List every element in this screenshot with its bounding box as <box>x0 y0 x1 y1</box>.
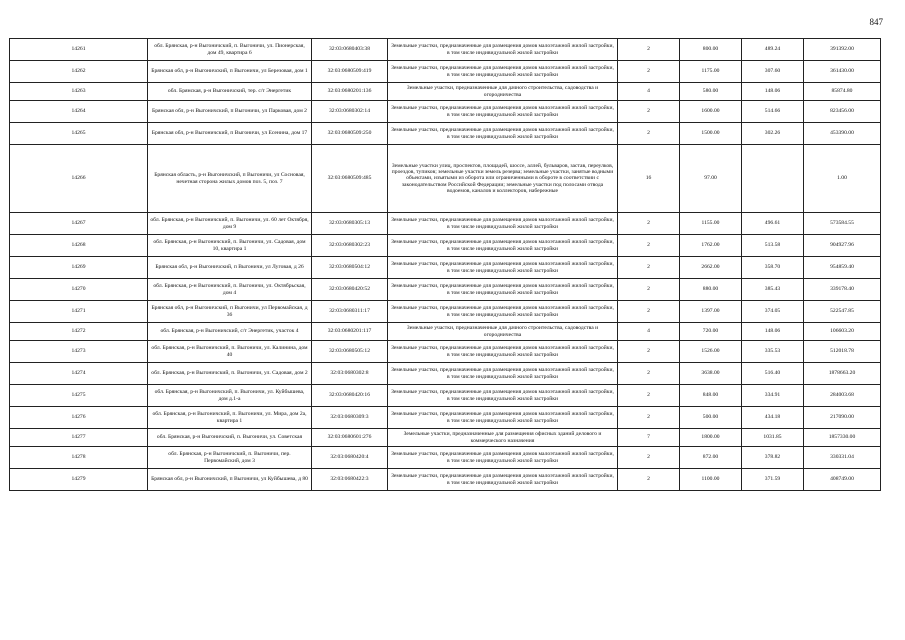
use-group-cell: 2 <box>618 39 680 61</box>
land-use-cell: Земельные участки, предназначенные для дачного строительства, садоводства и огородничества <box>388 323 618 341</box>
specific-value-cell: 307.60 <box>742 61 804 83</box>
record-number-cell: 14267 <box>10 213 148 235</box>
address-cell: обл. Брянская, р-н Выгоничский, п. Выгоничи, ул. Калинина, дом 40 <box>148 341 312 363</box>
cadastral-number-cell: 32:03:0680509:485 <box>312 145 388 213</box>
cadastral-number-cell: 32:03:0680509:250 <box>312 123 388 145</box>
table-row <box>10 213 881 235</box>
record-number-cell: 14270 <box>10 279 148 301</box>
specific-value-cell: 148.06 <box>742 323 804 341</box>
use-group-cell: 2 <box>618 469 680 491</box>
cadastral-number-cell: 32:03:0680420:52 <box>312 279 388 301</box>
record-number-cell: 14261 <box>10 39 148 61</box>
table-row <box>10 83 881 101</box>
area-cell: 97.00 <box>680 145 742 213</box>
record-number-cell: 14279 <box>10 469 148 491</box>
cadastral-value-cell: 217090.00 <box>804 407 881 429</box>
specific-value-cell: 371.59 <box>742 469 804 491</box>
use-group-cell: 2 <box>618 101 680 123</box>
cadastral-number-cell: 32:03:0680505:12 <box>312 341 388 363</box>
record-number-cell: 14275 <box>10 385 148 407</box>
area-cell: 1175.00 <box>680 61 742 83</box>
cadastral-value-cell: 453390.00 <box>804 123 881 145</box>
area-cell: 720.00 <box>680 323 742 341</box>
specific-value-cell: 358.70 <box>742 257 804 279</box>
cadastral-value-cell: 361430.00 <box>804 61 881 83</box>
record-number-cell: 14266 <box>10 145 148 213</box>
cadastral-number-cell: 32:03:0680422:3 <box>312 469 388 491</box>
cadastral-number-cell: 32:03:0680509:419 <box>312 61 388 83</box>
table-row <box>10 279 881 301</box>
specific-value-cell: 378.82 <box>742 447 804 469</box>
address-cell: Брянская обл, р-н Выгоничский, п Выгоничи, ул Первомайская, д 36 <box>148 301 312 323</box>
table-row <box>10 429 881 447</box>
record-number-cell: 14272 <box>10 323 148 341</box>
record-number-cell: 14264 <box>10 101 148 123</box>
address-cell: обл. Брянская, р-н Выгоничский, п. Выгоничи, ул. Садовая, дом 10, квартира 1 <box>148 235 312 257</box>
use-group-cell: 2 <box>618 363 680 385</box>
table-row <box>10 447 881 469</box>
area-cell: 1155.00 <box>680 213 742 235</box>
table-row <box>10 341 881 363</box>
cadastral-number-cell: 32:03:0680302:23 <box>312 235 388 257</box>
table-row <box>10 363 881 385</box>
table-row <box>10 235 881 257</box>
address-cell: обл. Брянская, р-н Выгоничский, с/т Энергетик, участок 4 <box>148 323 312 341</box>
use-group-cell: 16 <box>618 145 680 213</box>
land-use-cell: Земельные участки, предназначенные для дачного строительства, садоводства и огородничества <box>388 83 618 101</box>
address-cell: обл. Брянская, р-н Выгоничский, п. Выгоничи, ул. Садовая, дом 2 <box>148 363 312 385</box>
address-cell: Брянская обл, р-н Выгоничский, п Выгоничи, ул Парковая, дом 2 <box>148 101 312 123</box>
land-use-cell: Земельные участки, предназначенные для размещения домов малоэтажной жилой застройки, в том числе индивидуальной жилой застройки <box>388 101 618 123</box>
land-use-cell: Земельные участки, предназначенные для размещения домов малоэтажной жилой застройки, в том числе индивидуальной жилой застройки <box>388 301 618 323</box>
cadastral-value-cell: 339178.40 <box>804 279 881 301</box>
cadastral-number-cell: 32:03:0680504:12 <box>312 257 388 279</box>
record-number-cell: 14268 <box>10 235 148 257</box>
cadastral-value-cell: 954859.40 <box>804 257 881 279</box>
specific-value-cell: 374.05 <box>742 301 804 323</box>
address-cell: обл. Брянская, р-н Выгоничский, тер. с/т Энергетик <box>148 83 312 101</box>
land-use-cell: Земельные участки, предназначенные для размещения офисных зданий делового и коммерческого назначения <box>388 429 618 447</box>
specific-value-cell: 1031.85 <box>742 429 804 447</box>
land-use-cell: Земельные участки, предназначенные для размещения домов малоэтажной жилой застройки, в том числе индивидуальной жилой застройки <box>388 257 618 279</box>
area-cell: 1526.00 <box>680 341 742 363</box>
address-cell: обл. Брянская, р-н Выгоничский, п. Выгоничи, пер. Первомайский, дом 3 <box>148 447 312 469</box>
record-number-cell: 14265 <box>10 123 148 145</box>
land-use-cell: Земельные участки, предназначенные для размещения домов малоэтажной жилой застройки, в том числе индивидуальной жилой застройки <box>388 469 618 491</box>
use-group-cell: 4 <box>618 83 680 101</box>
address-cell: Брянская обл, р-н Выгоничский, п Выгоничи, ул Березовая, дом 1 <box>148 61 312 83</box>
specific-value-cell: 489.24 <box>742 39 804 61</box>
area-cell: 1800.00 <box>680 429 742 447</box>
use-group-cell: 7 <box>618 429 680 447</box>
area-cell: 500.00 <box>680 407 742 429</box>
use-group-cell: 4 <box>618 323 680 341</box>
record-number-cell: 14271 <box>10 301 148 323</box>
land-use-cell: Земельные участки улиц, проспектов, площадей, шоссе, аллей, бульваров, застав, переулков, проездов, тупиков; земельные участки земель резерва; земельные участки, занятые водными объектами, изъятыми из оборота или ограниченными в обороте в соответствии с законодательством Российской Федерации; земельные участки под полосами отвода водоемов, каналов и коллекторов, набережные <box>388 145 618 213</box>
record-number-cell: 14274 <box>10 363 148 385</box>
cadastral-value-cell: 823456.00 <box>804 101 881 123</box>
record-number-cell: 14276 <box>10 407 148 429</box>
land-use-cell: Земельные участки, предназначенные для размещения домов малоэтажной жилой застройки, в том числе индивидуальной жилой застройки <box>388 407 618 429</box>
area-cell: 1600.00 <box>680 101 742 123</box>
specific-value-cell: 514.66 <box>742 101 804 123</box>
record-number-cell: 14263 <box>10 83 148 101</box>
record-number-cell: 14277 <box>10 429 148 447</box>
address-cell: обл. Брянская, р-н Выгоничский, п. Выгоничи, ул. Октябрьская, дом 4 <box>148 279 312 301</box>
table-row <box>10 323 881 341</box>
specific-value-cell: 148.06 <box>742 83 804 101</box>
cadastral-value-cell: 85874.80 <box>804 83 881 101</box>
address-cell: обл. Брянская, р-н Выгоничский, п. Выгоничи, ул. Советская <box>148 429 312 447</box>
table-row <box>10 39 881 61</box>
table-row <box>10 145 881 213</box>
cadastral-number-cell: 32:03:0680201:136 <box>312 83 388 101</box>
cadastral-value-cell: 1.00 <box>804 145 881 213</box>
land-use-cell: Земельные участки, предназначенные для размещения домов малоэтажной жилой застройки, в том числе индивидуальной жилой застройки <box>388 447 618 469</box>
record-number-cell: 14278 <box>10 447 148 469</box>
cadastral-number-cell: 32:03:0680201:117 <box>312 323 388 341</box>
area-cell: 3638.00 <box>680 363 742 385</box>
specific-value-cell <box>742 145 804 213</box>
use-group-cell: 2 <box>618 257 680 279</box>
use-group-cell: 2 <box>618 123 680 145</box>
cadastral-value-cell: 1878663.20 <box>804 363 881 385</box>
specific-value-cell: 335.53 <box>742 341 804 363</box>
address-cell: обл. Брянская, р-н Выгоничский, п. Выгоничи, ул. 60 лет Октября, дом 9 <box>148 213 312 235</box>
land-use-cell: Земельные участки, предназначенные для размещения домов малоэтажной жилой застройки, в том числе индивидуальной жилой застройки <box>388 39 618 61</box>
area-cell: 1397.00 <box>680 301 742 323</box>
cadastral-number-cell: 32:03:0680309:3 <box>312 407 388 429</box>
address-cell: обл. Брянская, р-н Выгоничский, п. Выгоничи, ул. Куйбышева, дом д.1-а <box>148 385 312 407</box>
cadastral-value-cell: 573584.55 <box>804 213 881 235</box>
area-cell: 1500.00 <box>680 123 742 145</box>
cadastral-value-cell: 330331.04 <box>804 447 881 469</box>
address-cell: Брянская область, р-н Выгоничский, п Выгоничи, ул Сосновая, нечетная сторона жилых домов поз. 5, поз. 7 <box>148 145 312 213</box>
cadastral-value-cell: 284003.68 <box>804 385 881 407</box>
land-use-cell: Земельные участки, предназначенные для размещения домов малоэтажной жилой застройки, в том числе индивидуальной жилой застройки <box>388 61 618 83</box>
address-cell: обл. Брянская, р-н Выгоничский, п. Выгоничи, ул. Мира, дом 2а, квартира 1 <box>148 407 312 429</box>
address-cell: Брянская обл, р-н Выгоничский, п Выгоничи, ул Луговая, д 26 <box>148 257 312 279</box>
cadastral-number-cell: 32:03:0680305:13 <box>312 213 388 235</box>
table-row <box>10 407 881 429</box>
specific-value-cell: 302.26 <box>742 123 804 145</box>
cadastral-number-cell: 32:03:0680420:4 <box>312 447 388 469</box>
table-row <box>10 469 881 491</box>
area-cell: 880.00 <box>680 279 742 301</box>
land-use-cell: Земельные участки, предназначенные для размещения домов малоэтажной жилой застройки, в том числе индивидуальной жилой застройки <box>388 385 618 407</box>
address-cell: обл. Брянская, р-н Выгоничский, п. Выгоничи, ул. Пионерская, дом 49, квартира 6 <box>148 39 312 61</box>
cadastral-value-cell: 904927.96 <box>804 235 881 257</box>
cadastral-number-cell: 32:03:0680302:14 <box>312 101 388 123</box>
table-row <box>10 257 881 279</box>
area-cell: 2662.00 <box>680 257 742 279</box>
area-cell: 800.00 <box>680 39 742 61</box>
use-group-cell: 2 <box>618 301 680 323</box>
land-use-cell: Земельные участки, предназначенные для размещения домов малоэтажной жилой застройки, в том числе индивидуальной жилой застройки <box>388 213 618 235</box>
area-cell: 872.00 <box>680 447 742 469</box>
specific-value-cell: 385.43 <box>742 279 804 301</box>
cadastral-value-cell: 408749.00 <box>804 469 881 491</box>
cadastral-number-cell: 32:03:0680601:276 <box>312 429 388 447</box>
cadastral-number-cell: 32:03:0680420:16 <box>312 385 388 407</box>
cadastral-number-cell: 32:03:0680302:8 <box>312 363 388 385</box>
use-group-cell: 2 <box>618 341 680 363</box>
use-group-cell: 2 <box>618 385 680 407</box>
cadastral-value-cell: 512018.78 <box>804 341 881 363</box>
table-row <box>10 385 881 407</box>
land-use-cell: Земельные участки, предназначенные для размещения домов малоэтажной жилой застройки, в том числе индивидуальной жилой застройки <box>388 235 618 257</box>
table-row <box>10 123 881 145</box>
use-group-cell: 2 <box>618 235 680 257</box>
land-use-cell: Земельные участки, предназначенные для размещения домов малоэтажной жилой застройки, в том числе индивидуальной жилой застройки <box>388 123 618 145</box>
specific-value-cell: 516.40 <box>742 363 804 385</box>
table-row <box>10 61 881 83</box>
specific-value-cell: 496.61 <box>742 213 804 235</box>
address-cell: Брянская обл, р-н Выгоничский, п Выгоничи, ул Есенина, дом 17 <box>148 123 312 145</box>
use-group-cell: 2 <box>618 61 680 83</box>
area-cell: 1100.00 <box>680 469 742 491</box>
land-use-cell: Земельные участки, предназначенные для размещения домов малоэтажной жилой застройки, в том числе индивидуальной жилой застройки <box>388 279 618 301</box>
use-group-cell: 2 <box>618 447 680 469</box>
cadastral-value-cell: 1857330.00 <box>804 429 881 447</box>
record-number-cell: 14273 <box>10 341 148 363</box>
cadastral-value-cell: 522547.85 <box>804 301 881 323</box>
record-number-cell: 14262 <box>10 61 148 83</box>
use-group-cell: 2 <box>618 279 680 301</box>
specific-value-cell: 513.58 <box>742 235 804 257</box>
cadastral-number-cell: 32:03:0680311:17 <box>312 301 388 323</box>
area-cell: 848.00 <box>680 385 742 407</box>
cadastral-value-cell: 106603.20 <box>804 323 881 341</box>
table-row <box>10 101 881 123</box>
cadastral-value-cell: 391392.00 <box>804 39 881 61</box>
land-use-cell: Земельные участки, предназначенные для размещения домов малоэтажной жилой застройки, в том числе индивидуальной жилой застройки <box>388 363 618 385</box>
address-cell: Брянская обл, р-н Выгоничский, п Выгоничи, ул Куйбышева, д 80 <box>148 469 312 491</box>
cadastral-value-table <box>9 38 881 491</box>
specific-value-cell: 334.91 <box>742 385 804 407</box>
area-cell: 1762.00 <box>680 235 742 257</box>
use-group-cell: 2 <box>618 213 680 235</box>
use-group-cell: 2 <box>618 407 680 429</box>
cadastral-number-cell: 32:03:0680403:38 <box>312 39 388 61</box>
record-number-cell: 14269 <box>10 257 148 279</box>
area-cell: 580.00 <box>680 83 742 101</box>
specific-value-cell: 434.18 <box>742 407 804 429</box>
land-use-cell: Земельные участки, предназначенные для размещения домов малоэтажной жилой застройки, в том числе индивидуальной жилой застройки <box>388 341 618 363</box>
page-number: 847 <box>869 17 883 27</box>
table-row <box>10 301 881 323</box>
table-body <box>10 39 881 491</box>
